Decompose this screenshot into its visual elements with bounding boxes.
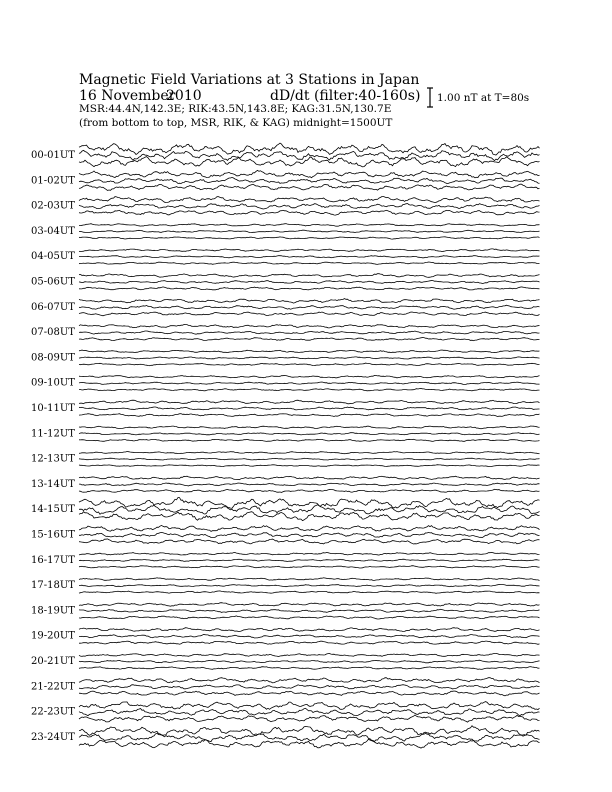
hour-row [31,553,540,569]
trace-kag [79,299,540,304]
trace-kag [79,525,540,531]
trace-rik [79,230,540,232]
trace-rik [79,281,540,284]
trace-rik [79,458,540,460]
trace-kag [79,628,540,632]
trace-kag [79,452,540,454]
hour-label: 23-24UT [31,731,75,743]
hour-row [31,653,540,669]
trace-kag [79,170,540,177]
trace-msr [79,414,540,417]
trace-kag [79,400,540,404]
trace-msr [79,539,540,544]
hour-label: 09-10UT [31,377,75,389]
hour-row [31,274,540,290]
trace-kag [79,603,540,607]
trace-msr [79,691,540,696]
trace-msr [79,439,540,441]
trace-rik [79,483,540,486]
hour-label: 21-22UT [31,681,75,693]
hour-label: 15-16UT [31,529,75,541]
trace-rik [79,305,540,309]
hour-row [31,224,540,240]
trace-kag [79,350,540,353]
hour-row [31,678,540,696]
hour-label: 05-06UT [31,276,75,288]
trace-kag [79,249,540,252]
trace-rik [79,357,540,359]
trace-msr [79,262,540,264]
hour-label: 02-03UT [31,200,75,212]
hour-row [31,525,540,544]
trace-rik [79,204,540,210]
trace-kag [79,726,540,736]
hour-row [31,578,540,594]
trace-msr [79,312,540,316]
trace-kag [79,498,540,509]
hour-row [31,299,540,316]
trace-kag [79,476,540,480]
trace-msr [79,489,540,492]
hour-label: 12-13UT [31,453,75,465]
trace-rik [79,559,540,561]
station-order-note: (from bottom to top, MSR, RIK, & KAG) midnight=1500UT [79,117,393,129]
trace-rik [79,585,540,587]
trace-msr [79,512,540,521]
hour-row [31,143,540,167]
trace-kag [79,553,540,556]
hour-label: 01-02UT [31,175,75,187]
trace-msr [79,157,540,167]
trace-kag [79,678,540,683]
trace-rik [79,660,540,663]
trace-rik [79,609,540,612]
trace-msr [79,715,540,722]
scale-bar [427,88,433,107]
hour-label: 04-05UT [31,251,75,263]
chart-title: Magnetic Field Variations at 3 Stations in Japan [79,72,420,88]
hour-label: 00-01UT [31,150,75,161]
trace-kag [79,197,540,203]
hour-label: 06-07UT [31,301,75,313]
hour-row [31,197,540,216]
trace-rik [79,685,540,689]
chart-year: 2010 [166,88,202,104]
trace-rik [79,708,540,715]
trace-msr [79,616,540,619]
trace-kag [79,653,540,656]
trace-kag [79,143,540,155]
hour-row [31,325,540,341]
trace-msr [79,338,540,341]
chart-date: 16 November [79,88,176,104]
trace-msr [79,287,540,290]
hour-label: 17-18UT [31,580,75,592]
hour-row [31,726,540,748]
trace-kag [79,578,540,581]
trace-rik [79,382,540,384]
hour-row [31,249,540,265]
trace-rik [79,532,540,537]
trace-msr [79,363,540,366]
trace-msr [79,465,540,467]
hour-label: 22-23UT [31,706,75,718]
hour-label: 07-08UT [31,327,75,339]
hour-label: 03-04UT [31,225,75,237]
trace-rik [79,407,540,410]
scale-bar-label: 1.00 nT at T=80s [437,92,530,104]
hour-row [31,603,540,619]
hour-row [31,498,540,521]
trace-kag [79,224,540,227]
trace-kag [79,702,540,710]
trace-msr [79,641,540,644]
trace-rik [79,505,540,515]
hour-label: 20-21UT [31,656,75,667]
hour-label: 08-09UT [31,352,75,364]
hour-row [31,400,540,416]
data-type-label: dD/dt (filter:40-160s) [270,88,421,104]
trace-msr [79,566,540,568]
trace-rik [79,256,540,258]
hour-label: 10-11UT [31,403,75,414]
hour-row [31,702,540,723]
trace-msr [79,389,540,391]
hour-row [31,476,540,492]
hour-row [31,628,540,645]
trace-msr [79,591,540,593]
trace-msr [79,237,540,239]
trace-rik [79,634,540,638]
trace-kag [79,426,540,429]
trace-rik [79,433,540,435]
trace-kag [79,274,540,278]
trace-kag [79,325,540,328]
trace-rik [79,331,540,334]
hour-row [31,170,540,190]
stations-info: MSR:44.4N,142.3E; RIK:43.5N,143.8E; KAG:31.5N,130.7E [79,103,392,115]
hour-row [31,426,540,441]
hour-row [31,452,540,467]
trace-msr [79,184,540,190]
hour-label: 13-14UT [31,478,75,490]
hour-label: 14-15UT [31,504,75,516]
trace-msr [79,667,540,670]
trace-kag [79,375,540,378]
hour-row [31,350,540,366]
trace-rik [79,150,540,160]
hour-label: 18-19UT [31,605,75,617]
hour-row [31,375,540,390]
hour-label: 11-12UT [31,428,75,440]
trace-rik [79,177,540,183]
hour-label: 19-20UT [31,630,75,642]
trace-msr [79,210,540,215]
hour-label: 16-17UT [31,554,75,566]
